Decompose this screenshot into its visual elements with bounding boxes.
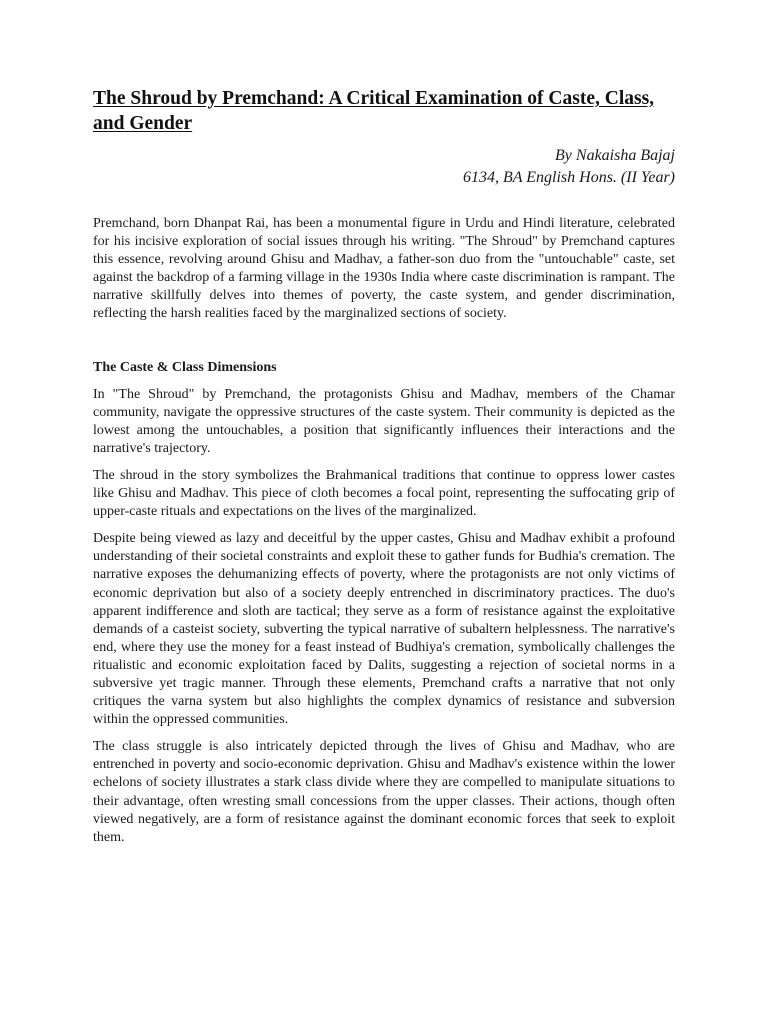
section-paragraph-3: Despite being viewed as lazy and deceitful by the upper castes, Ghisu and Madhav exhibit a profound understanding of their societal constraints and exploit these to gather funds for Budhia's cremation. The narrative exposes the dehumanizing effects of poverty, where the protagonists are not only victims of economic deprivation but also of a society deeply entrenched in discriminatory practices. The duo's apparent indifference and sloth are tactical; they serve as a form of resistance against the exploitative demands of a casteist society, subverting the typical narrative of subaltern helplessness. The narrative's end, where they use the money for a feast instead of Budhiya's cremation, symbolically challenges the ritualistic and economic exploitation faced by Dalits, suggesting a rejection of societal norms in a subversive yet tragic manner. Through these elements, Premchand crafts a narrative that not only critiques the varna system but also highlights the complex dynamics of resistance and subversion within the oppressed communities. [93, 531, 675, 728]
intro-paragraph: Premchand, born Dhanpat Rai, has been a monumental figure in Urdu and Hindi literature, celebrated for his incisive exploration of social issues through his writing. "The Shroud" by Premchand captures this essence, revolving around Ghisu and Madhav, a father-son duo from the "untouchable" caste, set against the backdrop of a farming village in the 1930s India where caste discrimination is rampant. The narrative skillfully delves into themes of poverty, the caste system, and gender discrimination, reflecting the harsh realities faced by the marginalized sections of society. [93, 216, 675, 322]
document-title: The Shroud by Premchand: A Critical Examination of Caste, Class, and Gender [93, 88, 655, 134]
author-details: 6134, BA English Hons. (II Year) [463, 169, 675, 186]
section-paragraph-1: In "The Shroud" by Premchand, the protagonists Ghisu and Madhav, members of the Chamar community, navigate the oppressive structures of the caste system. Their community is depicted as the lowest among the untouchables, a position that significantly influences their interactions and the narrative's trajectory. [93, 386, 675, 456]
section-paragraph-2: The shroud in the story symbolizes the Brahmanical traditions that continue to oppress lower castes like Ghisu and Madhav. This piece of cloth becomes a focal point, representing the suffocating grip of upper-caste rituals and expectations on the lives of the marginalized. [93, 467, 675, 520]
section-paragraph-4: The class struggle is also intricately depicted through the lives of Ghisu and Madhav, who are entrenched in poverty and socio-economic deprivation. Ghisu and Madhav's existence within the lower echelons of society illustrates a stark class divide where they are compelled to manipulate situations to their advantage, often wresting small concessions from the upper classes. Their actions, though often viewed negatively, are a form of resistance against the dominant economic forces that seek to exploit them. [93, 739, 675, 845]
byline [93, 145, 675, 189]
author-name: By Nakaisha Bajaj [555, 147, 675, 164]
section-heading: The Caste & Class Dimensions [93, 359, 277, 375]
document-page [93, 86, 675, 847]
